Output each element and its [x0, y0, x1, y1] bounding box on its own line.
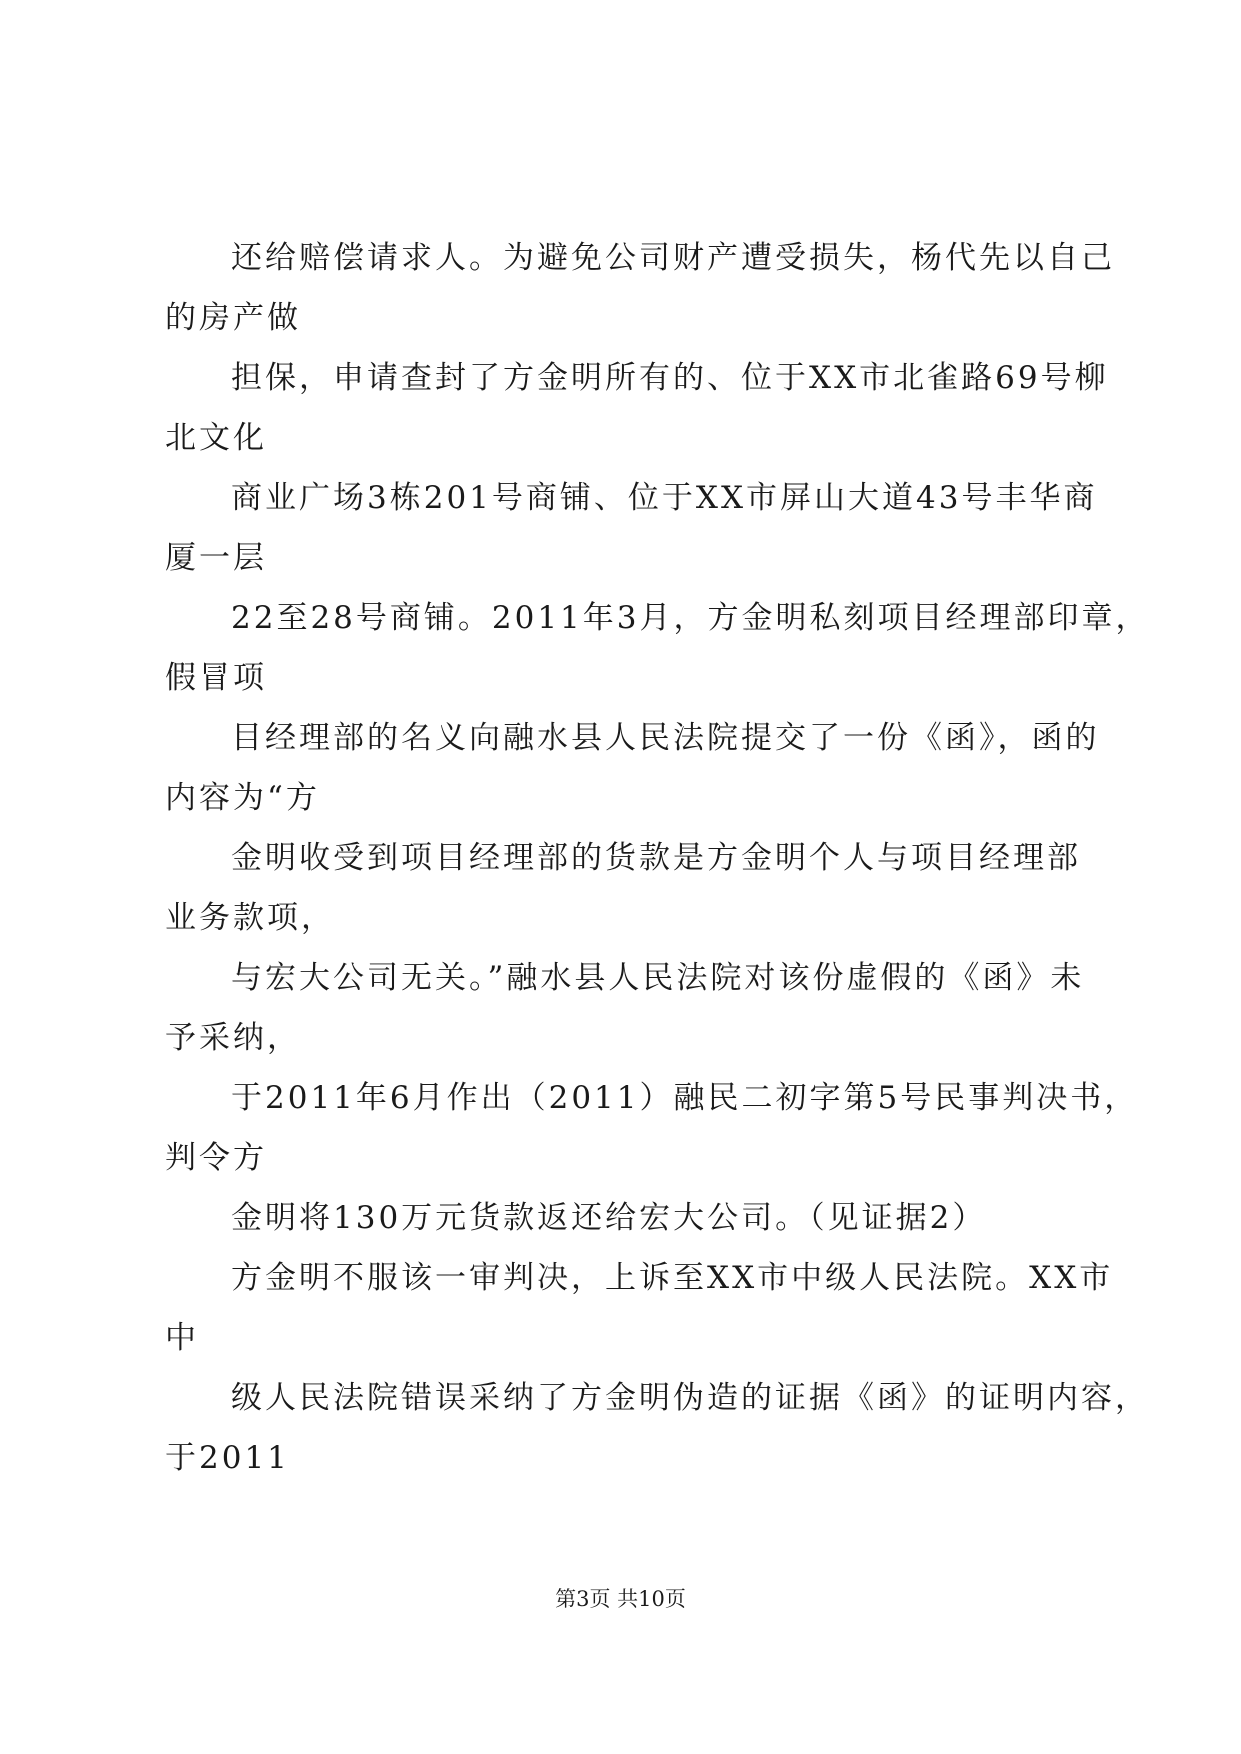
paragraph-line: 金明将130万元货款返还给宏大公司。（见证据2） — [231, 1200, 987, 1236]
paragraph-line: 级人民法院错误采纳了方金明伪造的证据《函》的证明内容， — [231, 1380, 1149, 1416]
paragraph-line-wrap: 予采纳， — [165, 1020, 301, 1056]
paragraph-line-wrap: 厦一层 — [165, 540, 267, 576]
paragraph-line-wrap: 的房产做 — [165, 300, 301, 336]
paragraph-line-wrap: 业务款项， — [165, 900, 335, 936]
paragraph-line: 还给赔偿请求人。为避免公司财产遭受损失，杨代先以自己 — [231, 240, 1115, 276]
body-text — [165, 228, 1150, 1488]
paragraph-line: 于2011年6月作出（2011）融民二初字第5号民事判决书， — [231, 1080, 1139, 1116]
page-number-footer: 第3页 共10页 — [555, 1587, 686, 1611]
paragraph-line: 金明收受到项目经理部的货款是方金明个人与项目经理部 — [231, 840, 1081, 876]
paragraph-line: 担保，申请查封了方金明所有的、位于XX市北雀路69号柳 — [231, 360, 1109, 396]
paragraph-line-wrap: 中 — [165, 1320, 199, 1356]
paragraph-line: 方金明不服该一审判决，上诉至XX市中级人民法院。XX市 — [231, 1260, 1114, 1296]
paragraph-line: 22至28号商铺。2011年3月，方金明私刻项目经理部印章， — [231, 600, 1150, 636]
paragraph-line: 与宏大公司无关。”融水县人民法院对该份虚假的《函》未 — [231, 960, 1085, 996]
paragraph-line-wrap: 判令方 — [165, 1140, 267, 1176]
paragraph-line: 目经理部的名义向融水县人民法院提交了一份《函》，函的 — [231, 720, 1100, 756]
paragraph-line-wrap: 假冒项 — [165, 660, 267, 696]
paragraph-line-wrap: 内容为“方 — [165, 780, 320, 816]
paragraph-line: 商业广场3栋201号商铺、位于XX市屏山大道43号丰华商 — [231, 480, 1098, 516]
paragraph-line-wrap: 北文化 — [165, 420, 267, 456]
paragraph-line-wrap: 于2011 — [165, 1440, 290, 1476]
